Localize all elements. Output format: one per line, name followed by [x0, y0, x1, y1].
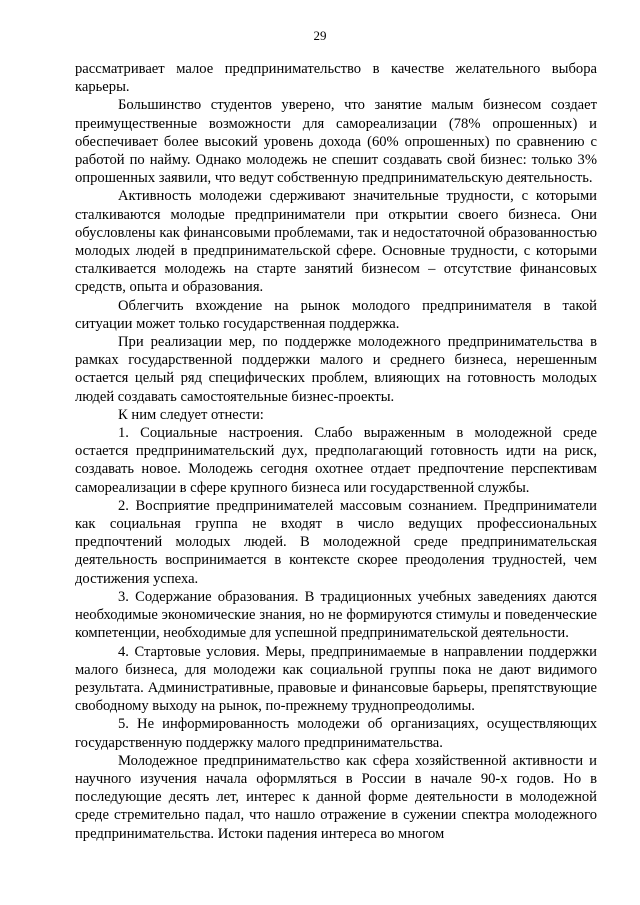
paragraph: К ним следует отнести: — [118, 406, 264, 423]
paragraph: Активность молодежи сдерживают значительные трудности, с которыми сталкиваются молодые предприниматели при открытии своего бизнеса. Они обусловлены как финансовыми проблемами, так и недостаточной образованностью молодых людей в предпринимательской сфере. Основные трудности, с которыми сталкивается молодежь на старте занятий бизнесом – отсутствие финансовых средств, опыта и образования. — [75, 188, 597, 296]
list-item: 5. Не информированность молодежи об организациях, осуществляющих государственную поддержку малого предпринимательства. — [75, 716, 597, 751]
paragraph: При реализации мер, по поддержке молодежного предпринимательства в рамках государственной поддержки малого и среднего бизнеса, нерешенным остается целый ряд специфических проблем, влияющих на готовность молодых людей создавать самостоятельные бизнес-проекты. — [75, 334, 597, 405]
page-number: 29 — [313, 28, 327, 43]
paragraph: Облегчить вхождение на рынок молодого предпринимателя в такой ситуации может только государственная поддержка. — [75, 297, 597, 332]
paragraph: Большинство студентов уверено, что занятие малым бизнесом создает преимущественные возможности для самореализации (78% опрошенных) и обеспечивает более высокий уровень дохода (60% опрошенных) по сравнению с работой по найму. Однако молодежь не спешит создавать свой бизнес: только 3% опрошенных заявили, что ведут собственную предпринимательскую деятельность. — [75, 97, 597, 187]
paragraph: Молодежное предпринимательство как сфера хозяйственной активности и научного изучения начала оформляться в России в начале 90-х годов. Но в последующие десять лет, интерес к данной форме деятельности в молодежной среде стремительно падал, что нашло отражение в сужении спектра молодежного предпринимательства. Истоки падения интереса во многом — [75, 752, 597, 842]
list-item: 1. Социальные настроения. Слабо выраженным в молодежной среде остается предпринимательский дух, предполагающий готовность идти на риск, создавать новое. Молодежь сегодня охотнее отдает предпочтение перспективам самореализации в сфере крупного бизнеса или государственной службы. — [75, 425, 597, 496]
page-body — [75, 60, 597, 843]
list-item: 4. Стартовые условия. Меры, предпринимаемые в направлении поддержки малого бизнеса, для молодежи как социальной группы пока не дают видимого результата. Административные, правовые и финансовые барьеры, препятствующие свободному выходу на рынок, по-прежнему труднопреодолимы. — [75, 643, 597, 715]
list-item: 2. Восприятие предпринимателей массовым сознанием. Предприниматели как социальная группа не входят в число ведущих профессиональных предпочтений молодых людей. В молодежной среде предпринимательская деятельность воспринимается в контексте скорее преодоления трудностей, чем достижения успеха. — [75, 497, 597, 587]
list-item: 3. Содержание образования. В традиционных учебных заведениях даются необходимые экономические знания, но не формируются стимулы и поведенческие компетенции, необходимые для успешной предпринимательской деятельности. — [75, 588, 597, 642]
paragraph: рассматривает малое предпринимательство в качестве желательного выбора карьеры. — [75, 61, 597, 96]
